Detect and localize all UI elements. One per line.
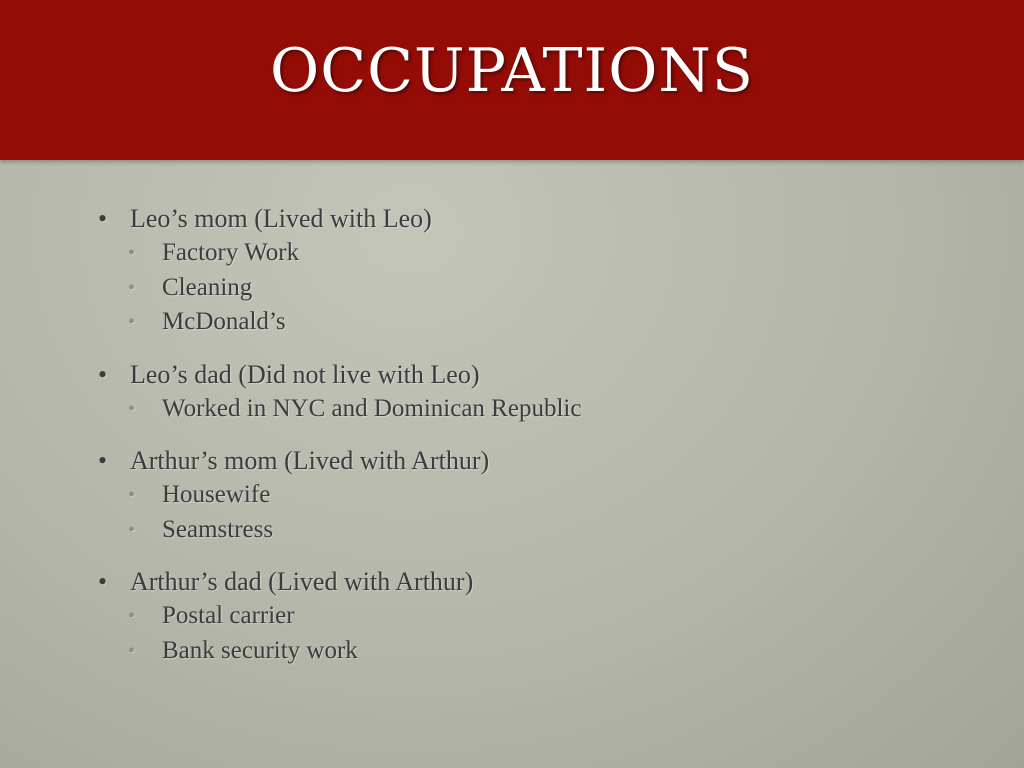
bullet-dot-icon: • (98, 446, 108, 475)
sub-bullet-item (96, 513, 956, 548)
sub-bullet-item (96, 599, 956, 634)
bullet-group (96, 444, 956, 547)
sub-bullet-dot-icon: • (128, 397, 136, 420)
sub-bullet-dot-icon: • (128, 276, 136, 299)
bullet-label: Arthur’s mom (Lived with Arthur) (130, 446, 490, 475)
sub-bullet-label: Bank security work (162, 636, 358, 664)
sub-bullet-item (96, 392, 956, 427)
sub-bullet-item (96, 236, 956, 271)
bullet-item (96, 202, 956, 236)
sub-bullet-dot-icon: • (128, 242, 136, 264)
bullet-label: Arthur’s dad (Lived with Arthur) (130, 567, 474, 596)
sub-bullet-label: Seamstress (162, 515, 274, 543)
bullet-item (96, 565, 956, 599)
bullet-list (96, 202, 956, 686)
bullet-dot-icon: • (98, 204, 108, 233)
bullet-dot-icon: • (98, 359, 108, 389)
title-bar (0, 0, 1024, 160)
sub-bullet-label: Postal carrier (162, 602, 295, 629)
bullet-label: Leo’s mom (Lived with Leo) (130, 204, 432, 233)
sub-bullet-label: Housewife (162, 481, 271, 508)
bullet-item (96, 358, 956, 392)
sub-bullet-label: Cleaning (162, 273, 253, 301)
bullet-group (96, 202, 956, 340)
bullet-group (96, 358, 956, 427)
bullet-dot-icon: • (98, 567, 108, 596)
sub-bullet-item (96, 271, 956, 306)
sub-bullet-label: McDonald’s (162, 308, 286, 335)
sub-bullet-dot-icon: • (128, 311, 136, 333)
sub-bullet-dot-icon: • (128, 639, 136, 662)
bullet-group (96, 565, 956, 668)
sub-bullet-label: Worked in NYC and Dominican Republic (162, 394, 582, 422)
sub-bullet-dot-icon: • (128, 605, 136, 627)
slide-title: OCCUPATIONS (270, 36, 754, 106)
bullet-item (96, 444, 956, 478)
sub-bullet-label: Factory Work (162, 239, 300, 266)
sub-bullet-dot-icon: • (128, 484, 136, 506)
sub-bullet-item (96, 305, 956, 340)
sub-bullet-item (96, 478, 956, 513)
bullet-label: Leo’s dad (Did not live with Leo) (130, 359, 480, 389)
sub-bullet-item (96, 634, 956, 669)
sub-bullet-dot-icon: • (128, 518, 136, 541)
